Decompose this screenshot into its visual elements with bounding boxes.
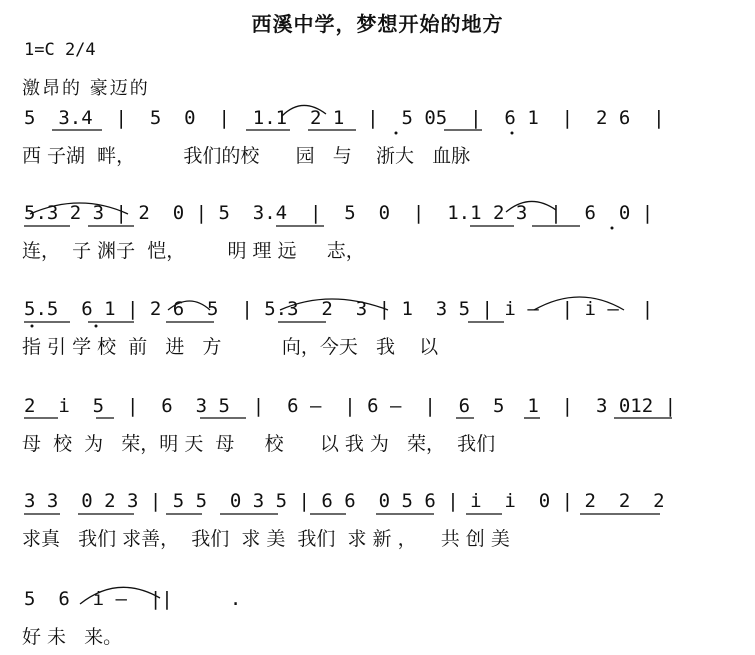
lyrics-line-1: 西 子湖 畔， 我们的校 园 与 浙大 血脉 xyxy=(22,145,471,167)
notation-line-1: 5 3.4 | 5 0 | 1.1 2 1 | 5 05 | 6 1 | 2 6 | xyxy=(24,107,665,129)
key-signature: 1=C 2/4 xyxy=(24,40,96,60)
notation-line-2: 5.3 2 3 | 2 0 | 5 3.4 | 5 0 | 1.1 2 3 | 6 0 | xyxy=(24,202,654,224)
notation-line-6: 5 6 i — || . xyxy=(24,588,242,610)
notation-line-5: 3 3 0 2 3 | 5 5 0 3 5 | 6 6 0 5 6 | i i 0 | 2 2 2 xyxy=(24,490,665,512)
lyrics-line-5: 求真 我们 求善， 我们 求 美 我们 求 新 ， 共 创 美 xyxy=(22,528,510,550)
lyrics-line-4: 母 校 为 荣，明 天 母 校 以 我 为 荣， 我们 xyxy=(22,433,496,455)
octave-dot xyxy=(31,325,34,328)
tempo-expression: 激昂的 豪迈的 xyxy=(22,78,150,99)
notation-line-3: 5.5 6 1 | 2 6 5 | 5.3 2 3 | 1 3 5 | i — | i — | xyxy=(24,298,654,320)
notation-line-4: 2 i 5 | 6 3 5 | 6 — | 6 — | 6 5 1 | 3 012 | xyxy=(24,395,677,417)
lyrics-line-2: 连， 子 渊子 恺， 明 理 远 志， xyxy=(22,240,365,262)
lyrics-line-6: 好 未 来。 xyxy=(22,626,123,648)
octave-dot xyxy=(95,325,98,328)
lyrics-line-3: 指 引 学 校 前 进 方 向，今天 我 以 xyxy=(22,336,439,358)
page-title: 西溪中学，梦想开始的地方 xyxy=(251,12,504,36)
